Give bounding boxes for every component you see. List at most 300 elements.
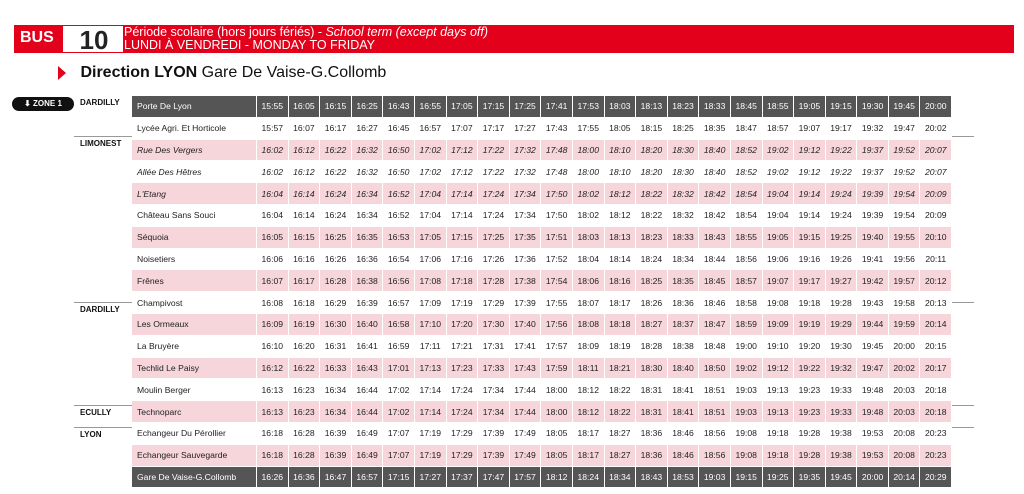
departure-time: 16:06 <box>257 248 289 270</box>
departure-time: 16:09 <box>257 313 289 335</box>
departure-time: 17:24 <box>446 379 478 401</box>
commune-label: DARDILLY <box>80 98 120 107</box>
departure-time: 16:44 <box>351 401 383 423</box>
departure-time: 17:09 <box>414 292 446 314</box>
departure-time: 16:27 <box>351 117 383 139</box>
departure-time: 19:47 <box>857 357 889 379</box>
departure-time: 18:42 <box>699 204 731 226</box>
departure-time: 16:10 <box>257 335 289 357</box>
departure-time: 17:57 <box>541 335 573 357</box>
departure-time: 18:30 <box>636 357 668 379</box>
departure-time: 19:43 <box>857 292 889 314</box>
departure-time: 16:26 <box>320 248 352 270</box>
departure-time: 17:41 <box>509 335 541 357</box>
departure-time: 16:22 <box>320 139 352 161</box>
departure-time: 16:45 <box>383 117 415 139</box>
departure-time: 17:34 <box>509 204 541 226</box>
departure-time: 18:40 <box>699 161 731 183</box>
departure-time: 17:14 <box>446 183 478 205</box>
departure-time: 18:42 <box>699 183 731 205</box>
stop-name: Séquoia <box>132 226 257 248</box>
stop-name: Echangeur Sauvegarde <box>132 444 257 466</box>
table-row <box>132 96 952 117</box>
departure-time: 16:32 <box>351 161 383 183</box>
departure-time: 17:29 <box>446 444 478 466</box>
departure-time: 19:03 <box>730 379 762 401</box>
departure-time: 18:38 <box>667 335 699 357</box>
commune-label: DARDILLY <box>80 305 120 314</box>
departure-time: 19:10 <box>762 335 794 357</box>
departure-time: 16:33 <box>320 357 352 379</box>
departure-time: 18:36 <box>667 292 699 314</box>
departure-time: 18:13 <box>636 96 668 117</box>
departure-time: 16:32 <box>351 139 383 161</box>
departure-time: 16:07 <box>257 270 289 292</box>
departure-time: 18:55 <box>730 226 762 248</box>
departure-time: 17:39 <box>478 444 510 466</box>
departure-time: 19:04 <box>762 204 794 226</box>
departure-time: 15:55 <box>257 96 289 117</box>
departure-time: 16:20 <box>288 335 320 357</box>
departure-time: 18:46 <box>699 292 731 314</box>
departure-time: 19:56 <box>888 248 920 270</box>
zone-badge <box>12 97 74 111</box>
departure-time: 16:19 <box>288 313 320 335</box>
departure-time: 18:53 <box>667 466 699 488</box>
departure-time: 18:37 <box>667 313 699 335</box>
departure-time: 17:43 <box>509 357 541 379</box>
departure-time: 17:52 <box>541 248 573 270</box>
departure-time: 18:34 <box>604 466 636 488</box>
departure-time: 20:03 <box>888 379 920 401</box>
stop-name: Gare De Vaise-G.Collomb <box>132 466 257 488</box>
departure-time: 17:34 <box>509 183 541 205</box>
departure-time: 17:54 <box>541 270 573 292</box>
departure-time: 17:50 <box>541 204 573 226</box>
departure-time: 18:12 <box>572 401 604 423</box>
departure-time: 18:35 <box>699 117 731 139</box>
stop-name: L'Etang <box>132 183 257 205</box>
departure-time: 17:10 <box>414 313 446 335</box>
departure-time: 17:39 <box>478 422 510 444</box>
departure-time: 17:44 <box>509 401 541 423</box>
departure-time: 18:25 <box>636 270 668 292</box>
departure-time: 18:46 <box>667 422 699 444</box>
departure-time: 19:48 <box>857 401 889 423</box>
line-banner <box>14 25 1014 53</box>
period-info <box>124 26 488 52</box>
departure-time: 18:05 <box>541 422 573 444</box>
table-row <box>132 161 952 183</box>
departure-time: 16:14 <box>288 204 320 226</box>
departure-time: 16:18 <box>257 422 289 444</box>
departure-time: 17:16 <box>446 248 478 270</box>
departure-time: 17:20 <box>446 313 478 335</box>
departure-time: 18:10 <box>604 139 636 161</box>
departure-time: 17:36 <box>509 248 541 270</box>
departure-time: 19:40 <box>857 226 889 248</box>
departure-time: 19:28 <box>825 292 857 314</box>
departure-time: 19:14 <box>794 204 826 226</box>
departure-time: 18:30 <box>667 161 699 183</box>
departure-time: 19:30 <box>857 96 889 117</box>
departure-time: 17:55 <box>572 117 604 139</box>
departure-time: 20:00 <box>920 96 952 117</box>
departure-time: 20:00 <box>857 466 889 488</box>
departure-time: 20:18 <box>920 401 952 423</box>
departure-time: 16:34 <box>320 401 352 423</box>
departure-time: 18:00 <box>541 401 573 423</box>
departure-time: 19:07 <box>794 117 826 139</box>
departure-time: 18:19 <box>604 335 636 357</box>
departure-time: 19:38 <box>825 422 857 444</box>
departure-time: 18:24 <box>572 466 604 488</box>
departure-time: 19:27 <box>825 270 857 292</box>
departure-time: 18:21 <box>604 357 636 379</box>
departure-time: 19:35 <box>794 466 826 488</box>
departure-time: 19:15 <box>794 226 826 248</box>
departure-time: 16:18 <box>288 292 320 314</box>
departure-time: 17:02 <box>383 401 415 423</box>
departure-time: 17:27 <box>509 117 541 139</box>
departure-time: 17:15 <box>383 466 415 488</box>
departure-time: 18:08 <box>572 313 604 335</box>
departure-time: 18:32 <box>667 183 699 205</box>
departure-time: 16:22 <box>320 161 352 183</box>
departure-time: 17:49 <box>509 422 541 444</box>
departure-time: 16:57 <box>414 117 446 139</box>
departure-time: 17:17 <box>478 117 510 139</box>
days-label: LUNDI À VENDREDI - MONDAY TO FRIDAY <box>124 38 375 52</box>
departure-time: 16:24 <box>320 183 352 205</box>
departure-time: 18:12 <box>541 466 573 488</box>
departure-time: 18:27 <box>636 313 668 335</box>
departure-time: 18:28 <box>636 335 668 357</box>
departure-time: 16:12 <box>288 139 320 161</box>
departure-time: 16:52 <box>383 204 415 226</box>
commune-label: ECULLY <box>80 408 112 417</box>
departure-time: 19:22 <box>825 139 857 161</box>
departure-time: 18:12 <box>604 204 636 226</box>
departure-time: 20:14 <box>888 466 920 488</box>
departure-time: 18:06 <box>572 270 604 292</box>
table-row <box>132 313 952 335</box>
table-row <box>132 226 952 248</box>
departure-time: 18:18 <box>604 313 636 335</box>
departure-time: 16:53 <box>383 226 415 248</box>
departure-time: 20:08 <box>888 422 920 444</box>
departure-time: 17:07 <box>383 422 415 444</box>
departure-time: 19:12 <box>794 161 826 183</box>
departure-time: 19:22 <box>825 161 857 183</box>
departure-time: 17:04 <box>414 204 446 226</box>
direction-label: Direction LYON <box>80 64 198 81</box>
departure-time: 19:38 <box>825 444 857 466</box>
departure-time: 16:08 <box>257 292 289 314</box>
departure-time: 18:09 <box>572 335 604 357</box>
departure-time: 20:11 <box>920 248 952 270</box>
departure-time: 19:16 <box>794 248 826 270</box>
departure-time: 18:43 <box>699 226 731 248</box>
direction-destination: Gare De Vaise-G.Collomb <box>201 64 387 81</box>
table-row <box>132 422 952 444</box>
departure-time: 19:39 <box>857 183 889 205</box>
departure-time: 18:10 <box>604 161 636 183</box>
departure-time: 18:46 <box>667 444 699 466</box>
stop-name: Champivost <box>132 292 257 314</box>
departure-time: 19:30 <box>825 335 857 357</box>
departure-time: 18:27 <box>604 444 636 466</box>
departure-time: 18:14 <box>604 248 636 270</box>
departure-time: 19:37 <box>857 161 889 183</box>
departure-time: 18:48 <box>699 335 731 357</box>
departure-time: 18:23 <box>667 96 699 117</box>
departure-time: 19:23 <box>794 401 826 423</box>
departure-time: 16:28 <box>288 444 320 466</box>
stop-name: Château Sans Souci <box>132 204 257 226</box>
departure-time: 17:01 <box>383 357 415 379</box>
period-fr: Période scolaire (hors jours fériés) - <box>124 25 326 39</box>
table-row <box>132 248 952 270</box>
departure-time: 19:04 <box>762 183 794 205</box>
departure-time: 18:15 <box>636 117 668 139</box>
departure-time: 17:07 <box>383 444 415 466</box>
departure-time: 19:26 <box>825 248 857 270</box>
departure-time: 17:18 <box>446 270 478 292</box>
departure-time: 16:07 <box>288 117 320 139</box>
departure-time: 18:34 <box>667 248 699 270</box>
departure-time: 17:11 <box>414 335 446 357</box>
departure-time: 18:20 <box>636 161 668 183</box>
departure-time: 20:07 <box>920 161 952 183</box>
departure-time: 19:39 <box>857 204 889 226</box>
departure-time: 16:38 <box>351 270 383 292</box>
departure-time: 17:14 <box>414 401 446 423</box>
departure-time: 18:03 <box>604 96 636 117</box>
departure-time: 19:15 <box>730 466 762 488</box>
departure-time: 17:28 <box>478 270 510 292</box>
departure-time: 17:05 <box>414 226 446 248</box>
departure-time: 16:02 <box>257 161 289 183</box>
departure-time: 16:13 <box>257 379 289 401</box>
departure-time: 19:28 <box>794 444 826 466</box>
stop-name: Frênes <box>132 270 257 292</box>
departure-time: 17:39 <box>509 292 541 314</box>
departure-time: 20:12 <box>920 270 952 292</box>
departure-time: 18:05 <box>604 117 636 139</box>
departure-time: 17:40 <box>509 313 541 335</box>
departure-time: 18:47 <box>730 117 762 139</box>
departure-time: 20:17 <box>920 357 952 379</box>
departure-time: 19:02 <box>730 357 762 379</box>
departure-time: 18:56 <box>699 444 731 466</box>
departure-time: 19:44 <box>857 313 889 335</box>
departure-time: 18:44 <box>699 248 731 270</box>
stop-name: La Bruyère <box>132 335 257 357</box>
departure-time: 16:05 <box>257 226 289 248</box>
departure-time: 17:30 <box>478 313 510 335</box>
stop-name: Les Ormeaux <box>132 313 257 335</box>
departure-time: 17:23 <box>446 357 478 379</box>
departure-time: 16:28 <box>288 422 320 444</box>
departure-time: 17:05 <box>446 96 478 117</box>
departure-time: 19:33 <box>825 379 857 401</box>
departure-time: 20:10 <box>920 226 952 248</box>
departure-time: 19:45 <box>825 466 857 488</box>
departure-time: 19:54 <box>888 183 920 205</box>
table-row <box>132 401 952 423</box>
departure-time: 16:12 <box>257 357 289 379</box>
departure-time: 18:54 <box>730 204 762 226</box>
departure-time: 16:39 <box>320 422 352 444</box>
departure-time: 16:57 <box>383 292 415 314</box>
departure-time: 18:23 <box>636 226 668 248</box>
departure-time: 17:04 <box>414 183 446 205</box>
departure-time: 18:52 <box>730 161 762 183</box>
departure-time: 19:33 <box>825 401 857 423</box>
departure-time: 18:16 <box>604 270 636 292</box>
departure-time: 17:22 <box>478 161 510 183</box>
departure-time: 16:16 <box>288 248 320 270</box>
stop-name: Techlid Le Paisy <box>132 357 257 379</box>
departure-time: 20:00 <box>888 335 920 357</box>
departure-time: 18:00 <box>541 379 573 401</box>
departure-time: 19:52 <box>888 139 920 161</box>
departure-time: 18:45 <box>730 96 762 117</box>
departure-time: 16:56 <box>383 270 415 292</box>
departure-time: 17:32 <box>509 161 541 183</box>
departure-time: 19:15 <box>825 96 857 117</box>
departure-time: 19:14 <box>794 183 826 205</box>
departure-time: 18:47 <box>699 313 731 335</box>
departure-time: 16:34 <box>351 204 383 226</box>
departure-time: 18:40 <box>667 357 699 379</box>
departure-time: 18:57 <box>730 270 762 292</box>
departure-time: 18:22 <box>636 183 668 205</box>
departure-time: 18:51 <box>699 401 731 423</box>
departure-time: 19:18 <box>794 292 826 314</box>
departure-time: 18:50 <box>699 357 731 379</box>
departure-time: 18:57 <box>762 117 794 139</box>
departure-time: 17:47 <box>478 466 510 488</box>
table-row <box>132 270 952 292</box>
departure-time: 17:32 <box>509 139 541 161</box>
departure-time: 16:59 <box>383 335 415 357</box>
departure-time: 16:49 <box>351 444 383 466</box>
departure-time: 16:13 <box>257 401 289 423</box>
departure-time: 17:19 <box>414 444 446 466</box>
departure-time: 16:39 <box>351 292 383 314</box>
direction-arrow-icon <box>58 66 66 80</box>
table-row <box>132 204 952 226</box>
departure-time: 19:08 <box>730 444 762 466</box>
departure-time: 19:47 <box>888 117 920 139</box>
departure-time: 19:37 <box>857 139 889 161</box>
departure-time: 16:50 <box>383 139 415 161</box>
departure-time: 16:25 <box>320 226 352 248</box>
departure-time: 17:48 <box>541 161 573 183</box>
departure-time: 19:20 <box>794 335 826 357</box>
departure-time: 17:02 <box>414 161 446 183</box>
departure-time: 17:02 <box>383 379 415 401</box>
departure-time: 18:32 <box>667 204 699 226</box>
departure-time: 19:06 <box>762 248 794 270</box>
departure-time: 18:56 <box>699 422 731 444</box>
commune-label: LYON <box>80 430 102 439</box>
departure-time: 17:22 <box>478 139 510 161</box>
departure-time: 17:49 <box>509 444 541 466</box>
departure-time: 20:02 <box>888 357 920 379</box>
period-en: School term (except days off) <box>325 25 489 39</box>
departure-time: 17:50 <box>541 183 573 205</box>
departure-time: 19:05 <box>794 96 826 117</box>
departure-time: 17:14 <box>414 379 446 401</box>
departure-time: 20:03 <box>888 401 920 423</box>
table-row <box>132 139 952 161</box>
departure-time: 17:34 <box>478 401 510 423</box>
departure-time: 19:53 <box>857 422 889 444</box>
departure-time: 18:45 <box>699 270 731 292</box>
departure-time: 16:57 <box>351 466 383 488</box>
departure-time: 19:00 <box>730 335 762 357</box>
departure-time: 17:12 <box>446 161 478 183</box>
departure-time: 17:48 <box>541 139 573 161</box>
table-row <box>132 117 952 139</box>
departure-time: 19:32 <box>825 357 857 379</box>
departure-time: 19:17 <box>794 270 826 292</box>
departure-time: 16:14 <box>288 183 320 205</box>
departure-time: 18:36 <box>636 422 668 444</box>
departure-time: 19:28 <box>794 422 826 444</box>
departure-time: 16:02 <box>257 139 289 161</box>
bus-label: BUS <box>20 29 54 46</box>
departure-time: 17:38 <box>509 270 541 292</box>
departure-time: 19:59 <box>888 313 920 335</box>
departure-time: 16:23 <box>288 401 320 423</box>
departure-time: 16:47 <box>320 466 352 488</box>
departure-time: 16:52 <box>383 183 415 205</box>
departure-time: 17:33 <box>478 357 510 379</box>
departure-time: 19:53 <box>857 444 889 466</box>
table-row <box>132 183 952 205</box>
departure-time: 16:43 <box>383 96 415 117</box>
departure-time: 19:03 <box>730 401 762 423</box>
departure-time: 16:30 <box>320 313 352 335</box>
departure-time: 17:35 <box>509 226 541 248</box>
departure-time: 16:04 <box>257 183 289 205</box>
departure-time: 18:22 <box>604 401 636 423</box>
departure-time: 18:22 <box>604 379 636 401</box>
departure-time: 18:30 <box>667 139 699 161</box>
departure-time: 17:21 <box>446 335 478 357</box>
departure-time: 19:03 <box>699 466 731 488</box>
departure-time: 18:17 <box>604 292 636 314</box>
departure-time: 18:07 <box>572 292 604 314</box>
departure-time: 19:18 <box>762 444 794 466</box>
departure-time: 18:35 <box>667 270 699 292</box>
departure-time: 17:08 <box>414 270 446 292</box>
departure-time: 17:27 <box>414 466 446 488</box>
commune-label: LIMONEST <box>80 139 122 148</box>
departure-time: 18:12 <box>572 379 604 401</box>
stop-name: Porte De Lyon <box>132 96 257 117</box>
departure-time: 17:53 <box>572 96 604 117</box>
table-row <box>132 335 952 357</box>
departure-time: 20:23 <box>920 422 952 444</box>
direction-heading <box>58 64 386 86</box>
departure-time: 19:12 <box>794 139 826 161</box>
table-row <box>132 292 952 314</box>
